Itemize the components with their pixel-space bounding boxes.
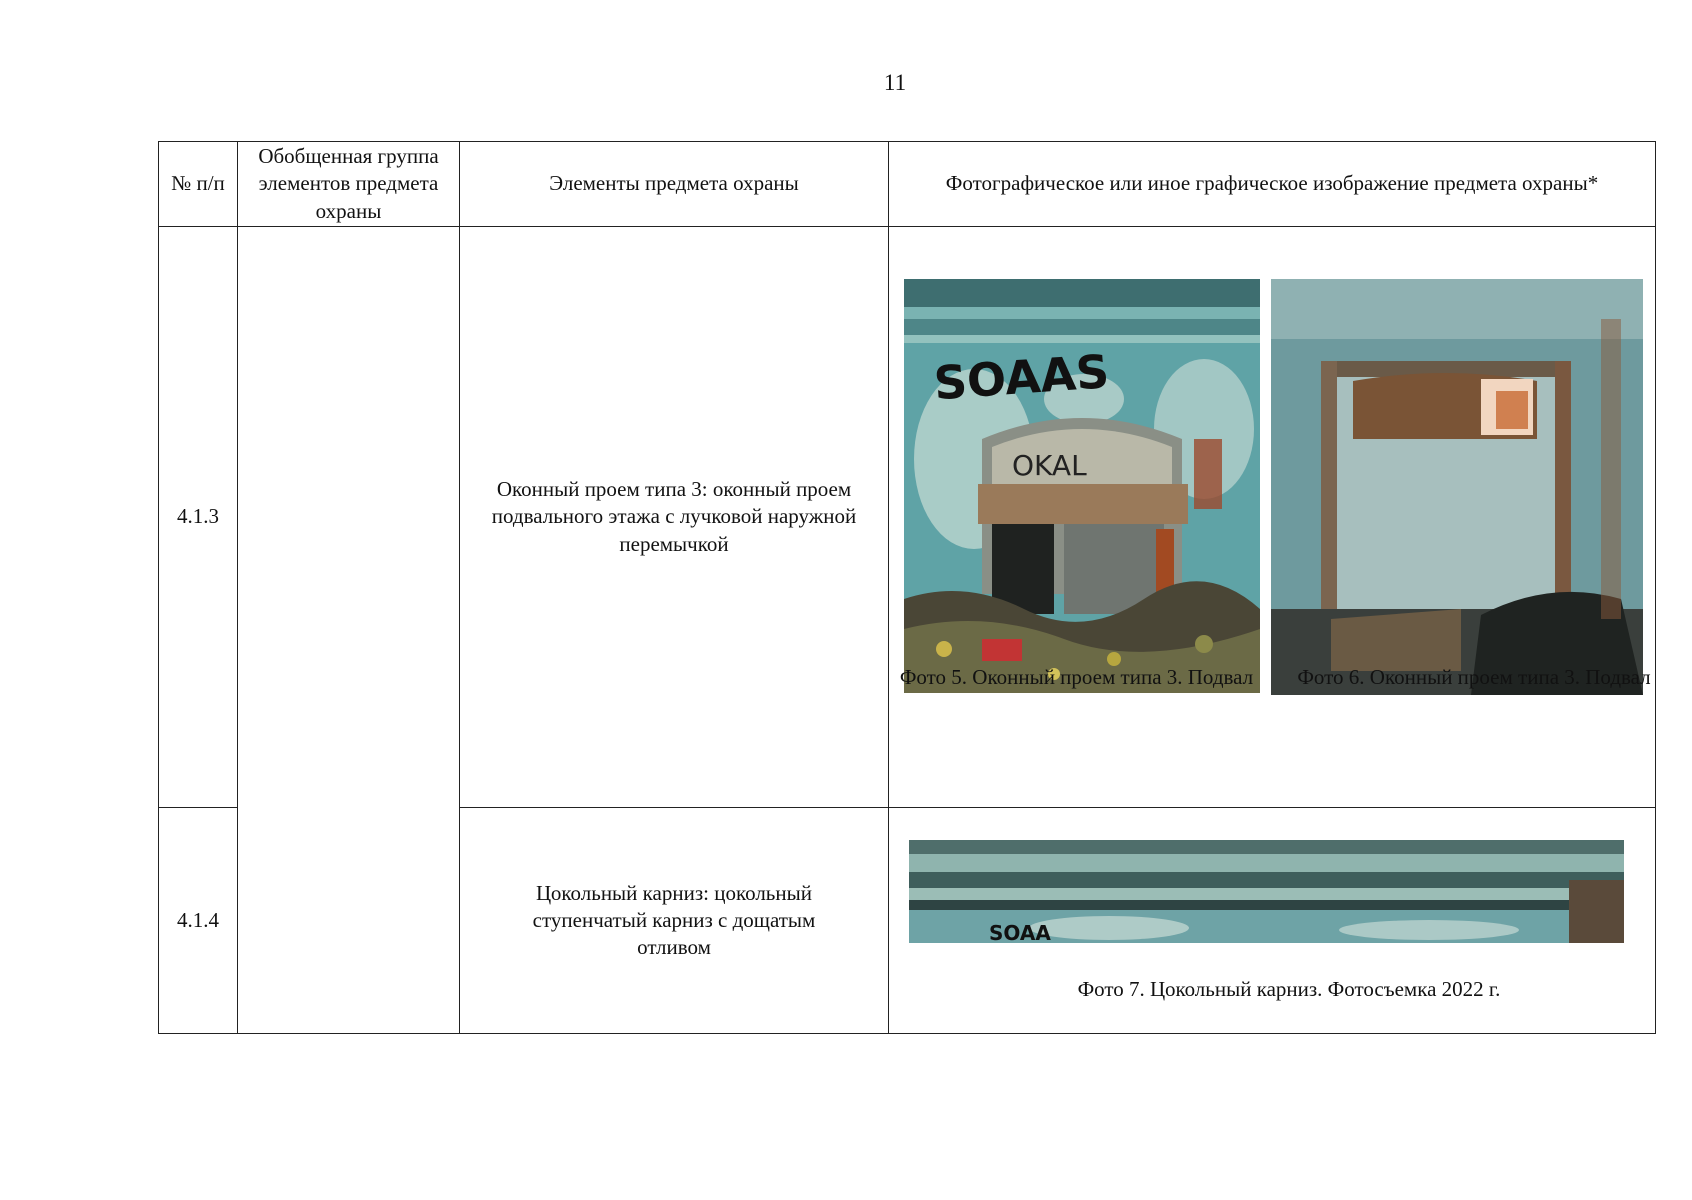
table-header-row: [159, 142, 1656, 227]
group-cell: [238, 227, 460, 1034]
graffiti-text: SOAA: [989, 921, 1051, 943]
header-image: Фотографическое или иное графическое изображение предмета охраны*: [889, 142, 1656, 227]
photo-5: [904, 279, 1260, 693]
header-num: № п/п: [159, 142, 238, 227]
photo-cell: [889, 808, 1656, 1034]
photo-6: [1271, 279, 1643, 695]
table-row: [159, 227, 1656, 808]
element-description-text: Цокольный карниз: цокольный ступенчатый карниз с дощатым отливом: [532, 880, 816, 960]
row-number: 4.1.3: [159, 227, 238, 808]
page-number: 11: [883, 70, 907, 95]
photo-cell: [889, 227, 1656, 808]
protection-elements-table: [158, 141, 1656, 1034]
header-group: Обобщенная группа элементов предмета охраны: [238, 142, 460, 227]
photo-7-caption: Фото 7. Цокольный карниз. Фотосъемка 2022 г.: [1077, 977, 1501, 1001]
element-description: [460, 227, 889, 808]
element-description: [460, 808, 889, 1034]
photo-7: [909, 840, 1624, 943]
photo-5-caption: Фото 5. Оконный проем типа 3. Подвал: [899, 665, 1254, 689]
element-description-text: Оконный проем типа 3: оконный проем подвального этажа с лучковой наружной перемычкой: [491, 477, 857, 556]
graffiti-text: SOAAS: [932, 344, 1111, 411]
graffiti-text-2: OKAL: [1012, 449, 1087, 482]
header-elements: Элементы предмета охраны: [460, 142, 889, 227]
row-number: 4.1.4: [159, 808, 238, 1034]
photo-6-caption: Фото 6. Оконный проем типа 3. Подвал: [1297, 665, 1651, 689]
